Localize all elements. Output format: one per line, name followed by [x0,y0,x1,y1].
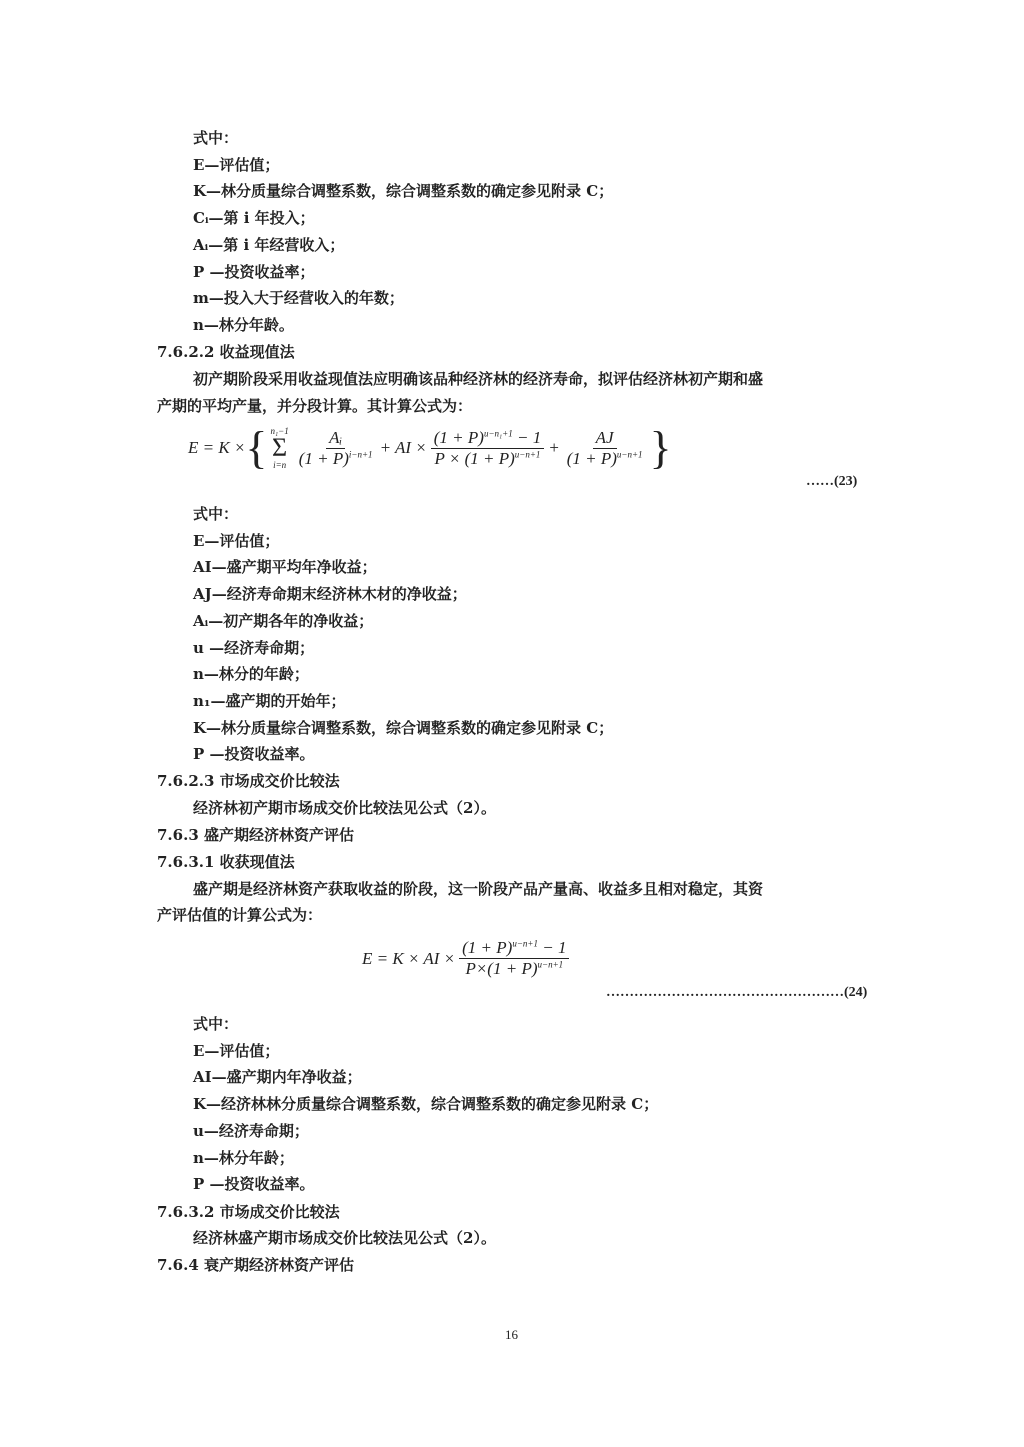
denominator [564,449,646,469]
definition-line: 式中： [193,505,239,523]
base: (1 + P) [298,448,349,468]
numerator: Aᵢ [326,428,345,449]
definition-line: u —经济寿命期； [193,638,315,657]
definition-line: 式中： [193,129,239,147]
summation: n₁−1 Σ i=n [270,426,289,470]
paragraph: 经济林盛产期市场成交价比较法见公式（2）。 [193,1229,496,1247]
section-heading: 7.6.3.2 市场成交价比较法 [157,1203,340,1221]
term: − 1 [512,427,542,447]
exponent: u−n+1 [514,448,541,459]
paragraph: 盛产期是经济林资产获取收益的阶段，这一阶段产品产量高、收益多且相对稳定，其资 [193,880,764,898]
paragraph: 产评估值的计算公式为： [157,906,323,924]
numerator [431,428,544,449]
fraction [431,428,544,469]
numerator: AJ [593,428,617,449]
page-number: 16 [505,1327,518,1342]
definition-line: K—经济林林分质量综合调整系数，综合调整系数的确定参见附录 C； [193,1095,659,1114]
fraction [564,428,646,469]
fraction [459,938,569,979]
exponent: u−n+1 [616,448,643,459]
base: (1 + P) [462,938,513,957]
term: − 1 [537,938,567,957]
section-heading: 7.6.2.3 市场成交价比较法 [157,772,340,790]
denominator [462,959,566,979]
definition-line: P —投资收益率。 [193,1175,315,1194]
definition-line: E—评估值； [193,155,280,174]
denominator [296,449,376,469]
definition-line: n—林分年龄。 [193,315,294,334]
exponent: u−n+1 [537,959,564,970]
definition-line: E—评估值； [193,531,280,550]
definition-line: n₁—盛产期的开始年； [193,691,346,710]
formula-24 [362,938,573,979]
brace-open: { [245,422,268,473]
exponent: i−n+1 [348,448,373,459]
equation-number: ……………………………………………(24) [606,985,868,1000]
exponent: u−n+1 [512,938,538,949]
definition-line: 式中： [193,1015,239,1033]
formula-lhs: E = K × [188,438,246,457]
formula-23 [188,422,672,473]
definition-line: AJ—经济寿命期末经济林木材的净收益； [193,585,467,604]
definition-line: AI—盛产期平均年净收益； [193,558,377,577]
definition-line: AI—盛产期内年净收益； [193,1068,362,1087]
sum-upper: n₁−1 [270,426,289,436]
operator: + [548,438,560,457]
base: (1 + P) [433,427,484,447]
definition-line: P —投资收益率； [193,262,315,281]
paragraph: 初产期阶段采用收益现值法应明确该品种经济林的经济寿命，拟评估经济林初产期和盛 [193,370,764,388]
sum-lower: i=n [273,460,287,470]
section-heading: 7.6.4 衰产期经济林资产评估 [157,1256,354,1274]
definition-line: P —投资收益率。 [193,745,315,764]
formula-lhs: E = K × AI × [362,948,456,968]
definition-line: Cᵢ—第 i 年投入； [193,209,315,228]
section-heading: 7.6.3.1 收获现值法 [157,853,295,871]
operator: + AI × [379,438,427,457]
section-heading: 7.6.3 盛产期经济林资产评估 [157,826,354,844]
definition-line: E—评估值； [193,1041,280,1060]
equation-number: ……(23) [806,474,858,489]
section-heading: 7.6.2.2 收益现值法 [157,343,295,361]
paragraph: 产期的平均产量，并分段计算。其计算公式为： [157,397,473,415]
brace-close: } [649,422,672,473]
definition-line: K—林分质量综合调整系数，综合调整系数的确定参见附录 C； [193,182,614,201]
definition-line: n—林分年龄； [193,1148,294,1167]
exponent: u−n₁+1 [483,427,513,438]
denominator [432,449,544,469]
definition-line: n—林分的年龄； [193,665,309,684]
paragraph: 经济林初产期市场成交价比较法见公式（2）。 [193,799,496,817]
definition-line: Aᵢ—初产期各年的净收益； [193,611,374,630]
base: (1 + P) [566,448,617,468]
fraction [296,428,376,469]
numerator [459,938,569,959]
definition-line: m—投入大于经营收入的年数； [193,289,404,308]
base: P × (1 + P) [434,448,515,468]
base: P×(1 + P) [465,959,538,978]
definition-line: Aᵢ—第 i 年经营收入； [193,235,345,254]
definition-line: K—林分质量综合调整系数，综合调整系数的确定参见附录 C； [193,718,614,737]
definition-line: u—经济寿命期； [193,1121,309,1140]
